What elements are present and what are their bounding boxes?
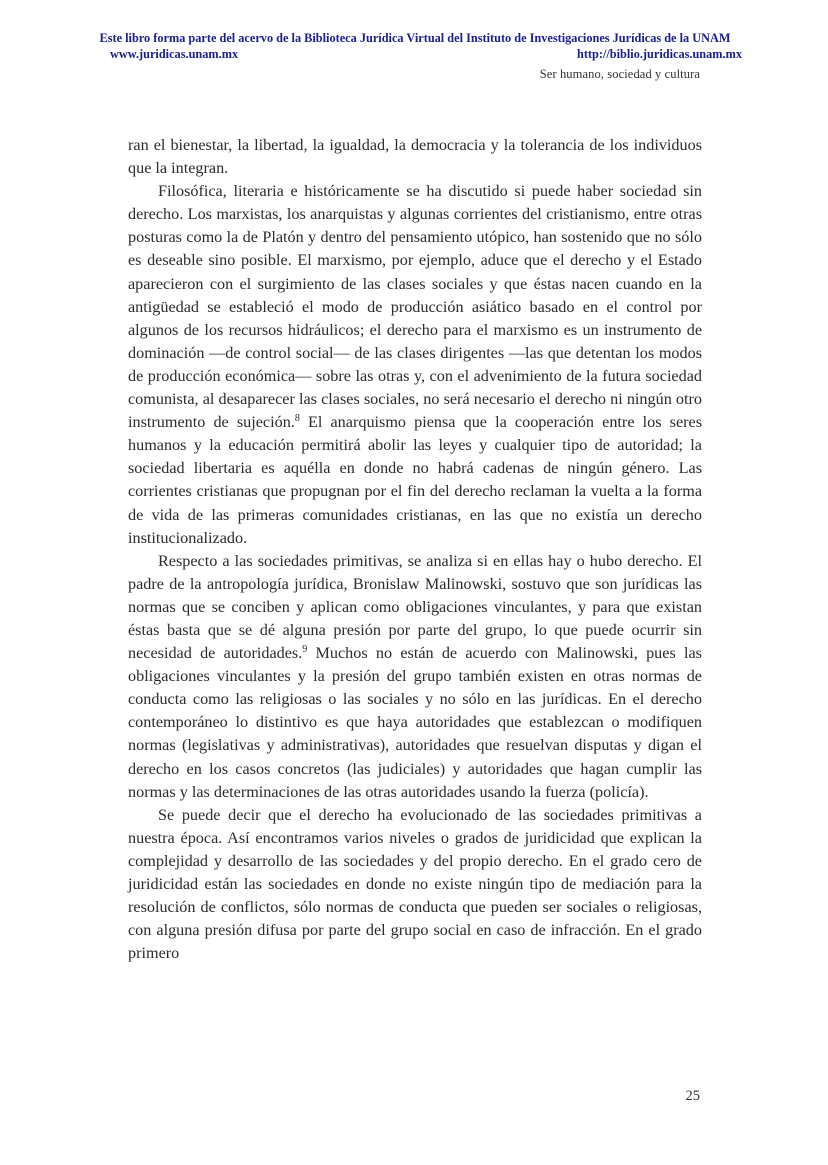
banner-urls xyxy=(0,46,828,62)
paragraph-2-part-a: Filosófica, literaria e históricamente se ha discutido si puede haber sociedad sin derecho. Los marxistas, los anarquistas y algunas corrientes del cristianismo, entre otras posturas como la de Platón y dentro del pensamiento utópico, han sostenido que no sólo es deseable sino posible. El marxismo, por ejemplo, aduce que el derecho y el Estado aparecieron con el surgimiento de las clases sociales y que éstas nacen cuando en la antigüedad se estableció el modo de producción asiático basado en el control por algunos de los recursos hidráulicos; el derecho para el marxismo es un instrumento de dominación —de control social— de las clases dirigentes —las que detentan los modos de producción económica— sobre las otras y, con el advenimiento de la futura sociedad comunista, al desaparecer las clases sociales, no será necesario el derecho ni ningún otro instrumento de sujeción. xyxy=(128,182,702,432)
paragraph-1: ran el bienestar, la libertad, la igualdad, la democracia y la tolerancia de los individuos que la integran. xyxy=(128,136,702,178)
paragraph-4: Se puede decir que el derecho ha evolucionado de las sociedades primitivas a nuestra época. Así encontramos varios niveles o grados de juridicidad que explican la complejidad y desarrollo de las sociedades y del propio derecho. En el grado cero de juridicidad están las sociedades en donde no existe ningún tipo de mediación para la resolución de conflictos, sólo normas de conducta que pueden ser sociales o religiosas, con alguna presión difusa por parte del grupo social en caso de infracción. En el grado primero xyxy=(128,805,702,963)
page-number: 25 xyxy=(685,1088,700,1104)
biblio-link[interactable]: http://biblio.juridicas.unam.mx xyxy=(576,47,742,61)
paragraph-3 xyxy=(128,550,702,804)
paragraph-3-part-b: Muchos no están de acuerdo con Malinowski, pues las obligaciones vinculantes y la presión del grupo también existen en otras normas de conducta como las religiosas o las sociales y no sólo en las jurídicas. En el derecho contemporáneo lo distintivo es que haya autoridades que establezcan o modifiquen normas (legislativas y administrativas), autoridades que resuelvan disputas y digan el derecho en los casos concretos (las judiciales) y autoridades que hagan cumplir las normas y las determinaciones de las otras autoridades usando la fuerza (policía). xyxy=(128,644,702,801)
body-text xyxy=(128,134,702,965)
footnote-ref-8[interactable]: 8 xyxy=(294,413,300,425)
paragraph-2 xyxy=(128,180,702,550)
paragraph-2-part-b: El anarquismo piensa que la cooperación entre los seres humanos y la educación permitirá abolir las leyes y cualquier tipo de autoridad; la sociedad libertaria es aquélla en donde no habrá cadenas de ningún género. Las corrientes cristianas que propugnan por el fin del derecho reclaman la vuelta a la forma de vida de las primeras comunidades cristianas, en las que no existía un derecho institucionalizado. xyxy=(128,413,702,547)
running-head: Ser humano, sociedad y cultura xyxy=(539,67,700,81)
banner-notice: Este libro forma parte del acervo de la Biblioteca Jurídica Virtual del Instituto de Investigaciones Jurídicas de la UNAM xyxy=(99,31,731,45)
library-banner xyxy=(0,30,828,62)
footnote-ref-9[interactable]: 9 xyxy=(302,644,308,656)
juridicas-link[interactable]: www.juridicas.unam.mx xyxy=(110,47,239,61)
paragraph-3-part-a: Respecto a las sociedades primitivas, se analiza si en ellas hay o hubo derecho. El padre de la antropología jurídica, Bronislaw Malinowski, sostuvo que son jurídicas las normas que se conciben y aplican como obligaciones vinculantes, y para que existan éstas basta que se dé alguna presión por parte del grupo, lo que puede ocurrir sin necesidad de autoridades. xyxy=(128,551,702,663)
